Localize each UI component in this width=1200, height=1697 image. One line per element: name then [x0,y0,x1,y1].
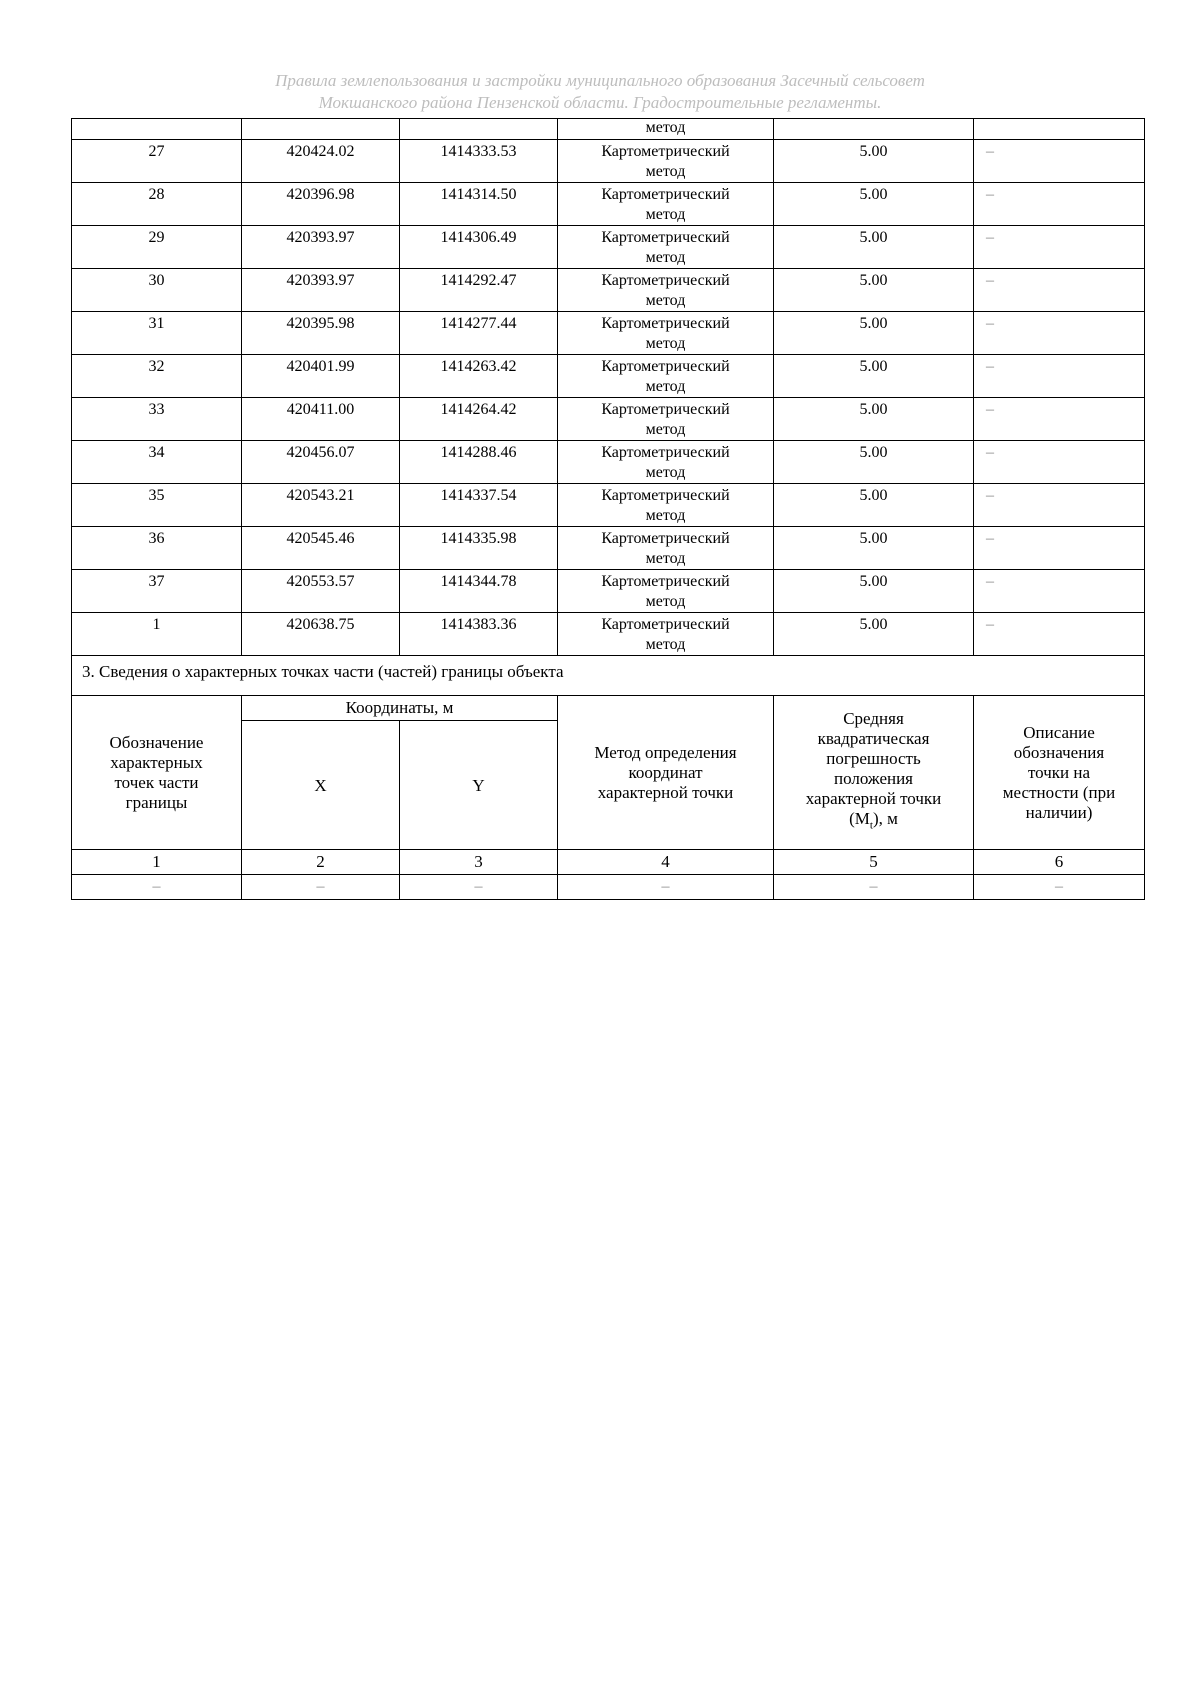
cell-y [400,119,558,140]
method-line-1: Картометрический [601,573,730,590]
empty-cell: – [242,875,400,900]
cell-desc: – [974,484,1145,527]
cell-method [558,140,774,183]
continuation-row [72,119,1145,140]
table-row [72,441,1145,484]
empty-cell: – [72,875,242,900]
col-designation-header: Обозначение характерных точек части границы [72,696,242,850]
coordinates-table [71,118,1145,900]
method-line-1: Картометрический [601,229,730,246]
cell-y: 1414292.47 [400,269,558,312]
method-line-2: метод [645,206,686,223]
cell-y: 1414264.42 [400,398,558,441]
col-method-header: Метод определения координат характерной точки [558,696,774,850]
cell-y: 1414337.54 [400,484,558,527]
cell-n: 1 [72,613,242,656]
cell-n: 28 [72,183,242,226]
col-y-header: Y [400,721,558,850]
method-line-2: метод [645,421,686,438]
cell-error: 5.00 [774,398,974,441]
method-line-1: Картометрический [601,530,730,547]
cell-desc: – [974,570,1145,613]
empty-cell: – [558,875,774,900]
col-number-6: 6 [974,850,1145,875]
cell-y: 1414383.36 [400,613,558,656]
col-number-5: 5 [774,850,974,875]
cell-desc: – [974,613,1145,656]
page-header [0,70,1200,114]
cell-n: 33 [72,398,242,441]
cell-y: 1414344.78 [400,570,558,613]
col-x-header: X [242,721,400,850]
cell-error: 5.00 [774,312,974,355]
cell-x: 420553.57 [242,570,400,613]
cell-y: 1414306.49 [400,226,558,269]
empty-data-row [72,875,1145,900]
cell-x: 420424.02 [242,140,400,183]
cell-x: 420456.07 [242,441,400,484]
cell-desc [974,119,1145,140]
empty-cell: – [774,875,974,900]
cell-method [558,441,774,484]
cell-error: 5.00 [774,183,974,226]
method-line-2: метод [645,378,686,395]
cell-x [242,119,400,140]
section-3-title-row [72,656,1145,696]
cell-n [72,119,242,140]
method-line-2: метод [645,593,686,610]
cell-error [774,119,974,140]
method-line-1: Картометрический [601,401,730,418]
cell-error: 5.00 [774,527,974,570]
cell-n: 30 [72,269,242,312]
method-line-2: метод [645,550,686,567]
table-row [72,570,1145,613]
cell-n: 29 [72,226,242,269]
cell-method [558,269,774,312]
table-row [72,140,1145,183]
cell-desc: – [974,441,1145,484]
cell-method [558,183,774,226]
cell-y: 1414335.98 [400,527,558,570]
method-line-1: Картометрический [601,186,730,203]
cell-method [558,527,774,570]
cell-n: 35 [72,484,242,527]
cell-desc: – [974,398,1145,441]
method-line-1: Картометрический [601,444,730,461]
method-line-1: Картометрический [601,616,730,633]
col-number-3: 3 [400,850,558,875]
cell-y: 1414263.42 [400,355,558,398]
cell-desc: – [974,527,1145,570]
method-line-1: Картометрический [601,315,730,332]
col-desc-header: Описание обозначения точки на местности (при наличии) [974,696,1145,850]
cell-x: 420401.99 [242,355,400,398]
empty-cell: – [400,875,558,900]
col-number-2: 2 [242,850,400,875]
method-line-2: метод [645,292,686,309]
cell-error: 5.00 [774,484,974,527]
cell-x: 420395.98 [242,312,400,355]
cell-desc: – [974,140,1145,183]
cell-method [558,355,774,398]
table-row [72,269,1145,312]
table-row [72,398,1145,441]
method-line-1: Картометрический [601,272,730,289]
table-row [72,355,1145,398]
cell-error: 5.00 [774,355,974,398]
cell-y: 1414333.53 [400,140,558,183]
empty-cell: – [974,875,1145,900]
method-line-2: метод [645,464,686,481]
cell-method [558,312,774,355]
cell-n: 32 [72,355,242,398]
cell-error: 5.00 [774,613,974,656]
cell-n: 34 [72,441,242,484]
method-line-1: Картометрический [601,143,730,160]
cell-error: 5.00 [774,269,974,312]
cell-desc: – [974,269,1145,312]
cell-y: 1414277.44 [400,312,558,355]
cell-x: 420543.21 [242,484,400,527]
cell-n: 27 [72,140,242,183]
cell-x: 420393.97 [242,269,400,312]
table-row [72,312,1145,355]
cell-n: 31 [72,312,242,355]
cell-n: 37 [72,570,242,613]
cell-method [558,570,774,613]
cell-desc: – [974,312,1145,355]
header-row-1 [72,696,1145,721]
cell-method [558,613,774,656]
method-line-2: метод [645,163,686,180]
cell-desc: – [974,226,1145,269]
cell-desc: – [974,355,1145,398]
method-line-1: Картометрический [601,487,730,504]
col-error-header: Средняя квадратическая погрешность положения характерной точки $(M_t)$, м [774,696,974,850]
cell-x: 420393.97 [242,226,400,269]
cell-x: 420545.46 [242,527,400,570]
col-number-4: 4 [558,850,774,875]
col-coords-header: Координаты, м [242,696,558,721]
method-line-2: метод [645,636,686,653]
cell-y: 1414288.46 [400,441,558,484]
method-line-2: метод [645,335,686,352]
cell-error: 5.00 [774,226,974,269]
table-row [72,183,1145,226]
cell-n: 36 [72,527,242,570]
table-row [72,484,1145,527]
cell-method: метод [558,119,774,140]
table-row [72,226,1145,269]
column-numbers-row [72,850,1145,875]
cell-y: 1414314.50 [400,183,558,226]
cell-method [558,398,774,441]
method-line-1: Картометрический [601,358,730,375]
section-3-title: 3. Сведения о характерных точках части (частей) границы объекта [72,656,1145,696]
cell-method [558,484,774,527]
table-row [72,527,1145,570]
col-number-1: 1 [72,850,242,875]
cell-desc: – [974,183,1145,226]
table-row [72,613,1145,656]
cell-error: 5.00 [774,140,974,183]
cell-error: 5.00 [774,570,974,613]
method-line-2: метод [645,249,686,266]
cell-x: 420638.75 [242,613,400,656]
cell-x: 420396.98 [242,183,400,226]
method-line-2: метод [645,507,686,524]
header-line-1: Правила землепользования и застройки муниципального образования Засечный сельсовет [275,71,925,90]
cell-error: 5.00 [774,441,974,484]
cell-method [558,226,774,269]
cell-x: 420411.00 [242,398,400,441]
header-line-2: Мокшанского района Пензенской области. Градостроительные регламенты. [318,93,882,112]
